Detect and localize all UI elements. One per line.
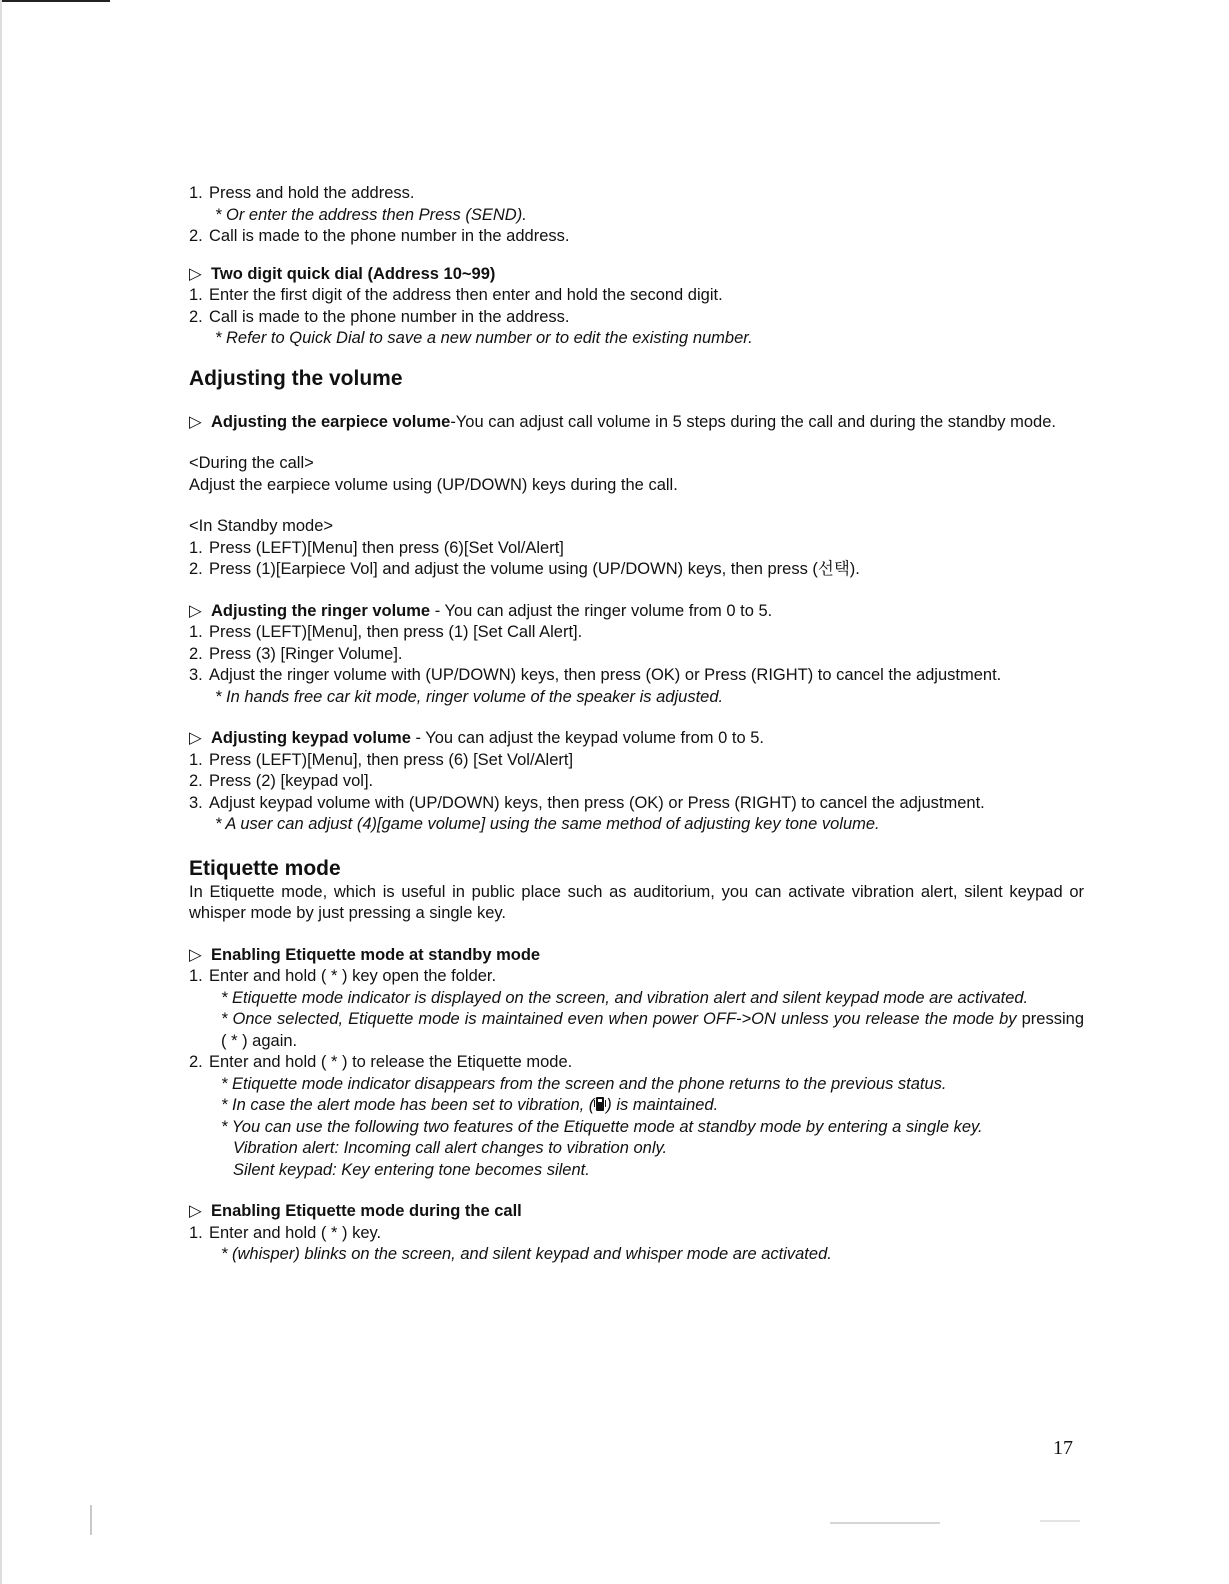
earpiece-intro: ▷ Adjusting the earpiece volume-You can adjust call volume in 5 steps during the call and during the standby mode. (189, 412, 1084, 434)
section-heading-etiquette: Etiquette mode (189, 856, 341, 880)
list-item: 1. Press and hold the address. (189, 184, 415, 202)
page-number: 17 (1053, 1437, 1073, 1459)
subsection-title-standby: ▷ Enabling Etiquette mode at standby mode (189, 945, 1084, 967)
etiquette-intro: In Etiquette mode, which is useful in public place such as auditorium, you can activate vibration alert, silent keypad or whisper mode by just pressing a single key. (189, 882, 1084, 922)
scan-noise (1040, 1520, 1080, 1522)
subsection-title-during-call: ▷ Enabling Etiquette mode during the call (189, 1201, 1084, 1223)
standby-label: <In Standby mode> (189, 517, 334, 535)
note: * You can use the following two features of the Etiquette mode at standby mode by entering a single key. (221, 1117, 983, 1136)
scan-noise (830, 1522, 940, 1524)
list-item: 2. Call is made to the phone number in the address. (189, 227, 570, 245)
list-item: 1. Press (LEFT)[Menu], then press (1) [Set Call Alert]. (189, 623, 583, 641)
triangle-icon: ▷ (189, 1202, 202, 1220)
list-item: 1. Enter the first digit of the address then enter and hold the second digit. (189, 286, 723, 304)
during-call-label: <During the call> (189, 454, 314, 472)
during-call-text: Adjust the earpiece volume using (UP/DOWN) keys during the call. (189, 475, 678, 494)
list-item: 2. Press (2) [keypad vol]. (189, 772, 374, 790)
note: * Or enter the address then Press (SEND). (215, 205, 527, 224)
section-heading-volume: Adjusting the volume (189, 366, 403, 390)
subsection-title-two-digit: ▷ Two digit quick dial (Address 10~99) (189, 264, 1084, 286)
note: * Refer to Quick Dial to save a new number or to edit the existing number. (215, 329, 753, 347)
note: * A user can adjust (4)[game volume] using the same method of adjusting key tone volume. (215, 815, 880, 833)
note: * Once selected, Etiquette mode is maintained even when power OFF->ON unless you release the mode by pressing ( * ) again. (221, 1010, 1084, 1050)
list-item: 3. Adjust the ringer volume with (UP/DOWN) keys, then press (OK) or Press (RIGHT) to cancel the adjustment. (189, 666, 1002, 684)
scan-edge-line (0, 0, 110, 2)
scan-left-edge (0, 0, 2, 1584)
note: * Etiquette mode indicator disappears from the screen and the phone returns to the previous status. (221, 1074, 947, 1093)
list-item: 2. Press (1)[Earpiece Vol] and adjust the volume using (UP/DOWN) keys, then press (선택). (189, 560, 860, 578)
vibration-icon (594, 1096, 606, 1112)
note: * Etiquette mode indicator is displayed on the screen, and vibration alert and silent keypad mode are activated. (221, 988, 1029, 1007)
document-page (189, 183, 1084, 1266)
ringer-intro: ▷ Adjusting the ringer volume - You can adjust the ringer volume from 0 to 5. (189, 601, 1084, 623)
triangle-icon: ▷ (189, 264, 202, 283)
triangle-icon: ▷ (189, 412, 202, 431)
list-item: 2. Call is made to the phone number in the address. (189, 307, 570, 326)
list-item: 2. Enter and hold ( * ) to release the Etiquette mode. (189, 1053, 573, 1071)
list-item: 1. Enter and hold ( * ) key. (189, 1223, 382, 1242)
list-item: 3. Adjust keypad volume with (UP/DOWN) keys, then press (OK) or Press (RIGHT) to cancel the adjustment. (189, 793, 985, 812)
list-item: 2. Press (3) [Ringer Volume]. (189, 644, 403, 663)
note: * In hands free car kit mode, ringer volume of the speaker is adjusted. (215, 687, 724, 706)
list-item: 1. Press (LEFT)[Menu] then press (6)[Set Vol/Alert] (189, 538, 564, 557)
triangle-icon: ▷ (189, 601, 202, 620)
list-item: 1. Enter and hold ( * ) key open the folder. (189, 967, 497, 985)
scan-noise (90, 1505, 92, 1535)
triangle-icon: ▷ (189, 729, 202, 747)
list-item: 1. Press (LEFT)[Menu], then press (6) [Set Vol/Alert] (189, 750, 574, 769)
note: * In case the alert mode has been set to vibration, ( ) is maintained. (221, 1096, 719, 1114)
keypad-intro: ▷ Adjusting keypad volume - You can adjust the keypad volume from 0 to 5. (189, 728, 1084, 750)
note: * (whisper) blinks on the screen, and silent keypad and whisper mode are activated. (221, 1245, 832, 1263)
silent-keypad-text: Silent keypad: Key entering tone becomes silent. (233, 1160, 590, 1179)
vibration-alert-text: Vibration alert: Incoming call alert changes to vibration only. (233, 1139, 668, 1157)
triangle-icon: ▷ (189, 945, 202, 964)
